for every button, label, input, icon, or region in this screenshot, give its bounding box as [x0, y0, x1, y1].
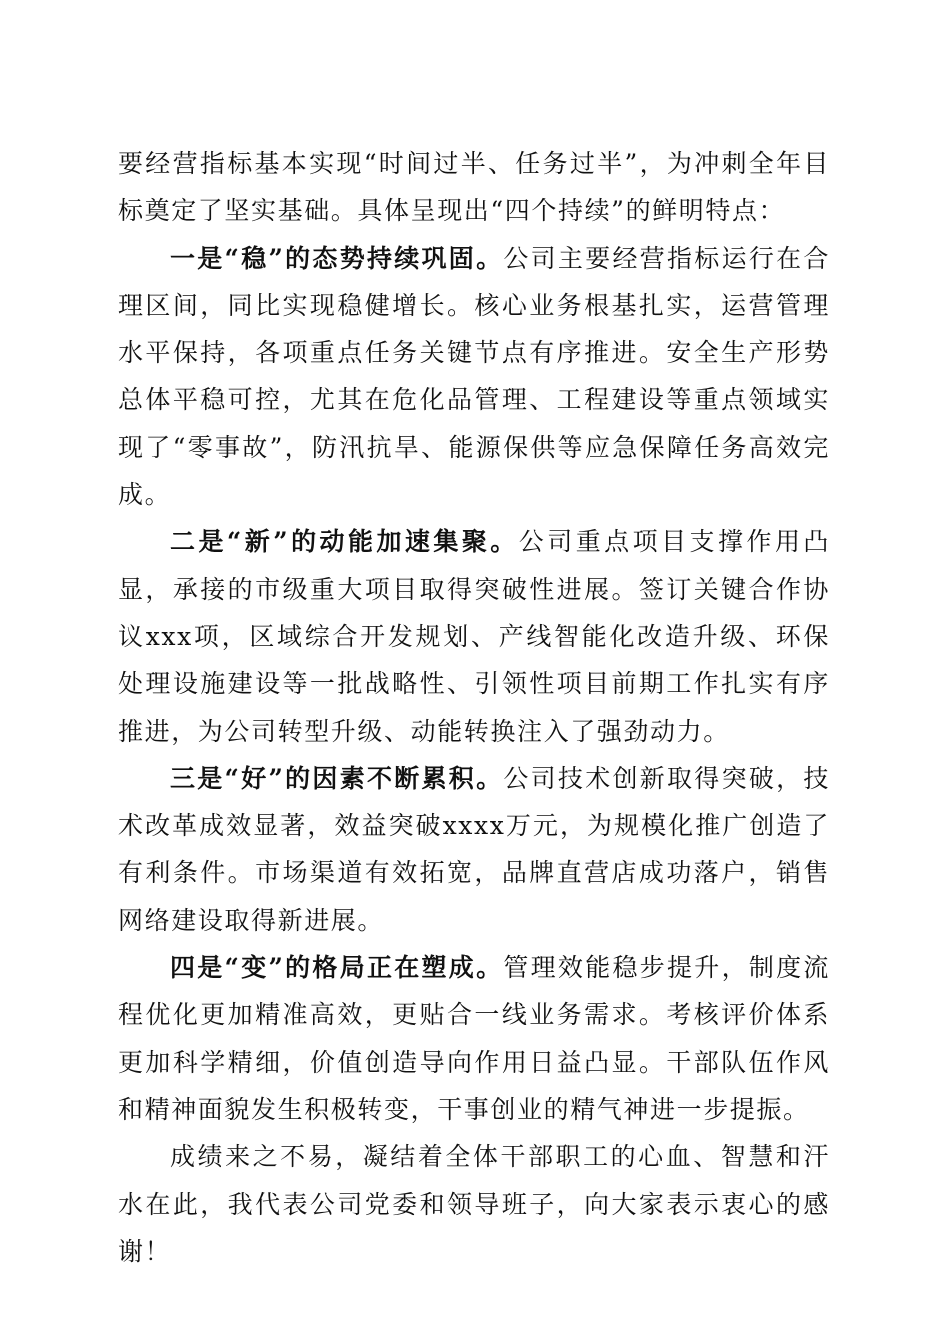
paragraph-changing-pattern [118, 944, 830, 1133]
paragraph-text: 公司技术创新取得突破，技术改革成效显著，效益突破xxxx万元，为规模化推广创造了有利条件。市场渠道有效拓宽，品牌直营店成功落户，销售网络建设取得新进展。 [118, 763, 831, 935]
paragraph-stability [118, 235, 830, 519]
paragraph-lead: 一是“稳”的态势持续巩固。 [170, 243, 504, 273]
paragraph-text: 公司重点项目支撑作用凸显，承接的市级重大项目取得突破性进展。签订关键合作协议xxx项，区域综合开发规划、产线智能化改造升级、环保处理设施建设等一批战略性、引领性项目前期工作扎实有序推进，为公司转型升级、动能转换注入了强劲动力。 [118, 527, 831, 746]
paragraph-lead: 四是“变”的格局正在塑成。 [170, 953, 504, 983]
paragraph-good-factors [118, 755, 830, 944]
paragraph-text: 公司主要经营指标运行在合理区间，同比实现稳健增长。核心业务根基扎实，运营管理水平保持，各项重点任务关键节点有序推进。安全生产形势总体平稳可控，尤其在危化品管理、工程建设等重点领域实现了“零事故”，防汛抗旱、能源保供等应急保障任务高效完成。 [118, 243, 831, 510]
paragraph-lead: 三是“好”的因素不断累积。 [170, 763, 504, 793]
paragraph-continuation [118, 140, 830, 235]
paragraph-text: 管理效能稳步提升，制度流程优化更加精准高效，更贴合一线业务需求。考核评价体系更加科学精细，价值创造导向作用日益凸显。干部队伍作风和精神面貌发生积极转变，干事创业的精气神进一步提振。 [118, 953, 831, 1124]
paragraph-lead: 二是“新”的动能加速集聚。 [170, 527, 519, 557]
paragraph-thanks [118, 1133, 830, 1275]
paragraph-text: 成绩来之不易，凝结着全体干部职工的心血、智慧和汗水在此，我代表公司党委和领导班子，向大家表示衷心的感谢！ [118, 1142, 830, 1266]
paragraph-new-momentum [118, 518, 830, 754]
document-body [118, 140, 830, 1275]
paragraph-text: 要经营指标基本实现“时间过半、任务过半”，为冲刺全年目标奠定了坚实基础。具体呈现出“四个持续”的鲜明特点： [118, 149, 830, 226]
